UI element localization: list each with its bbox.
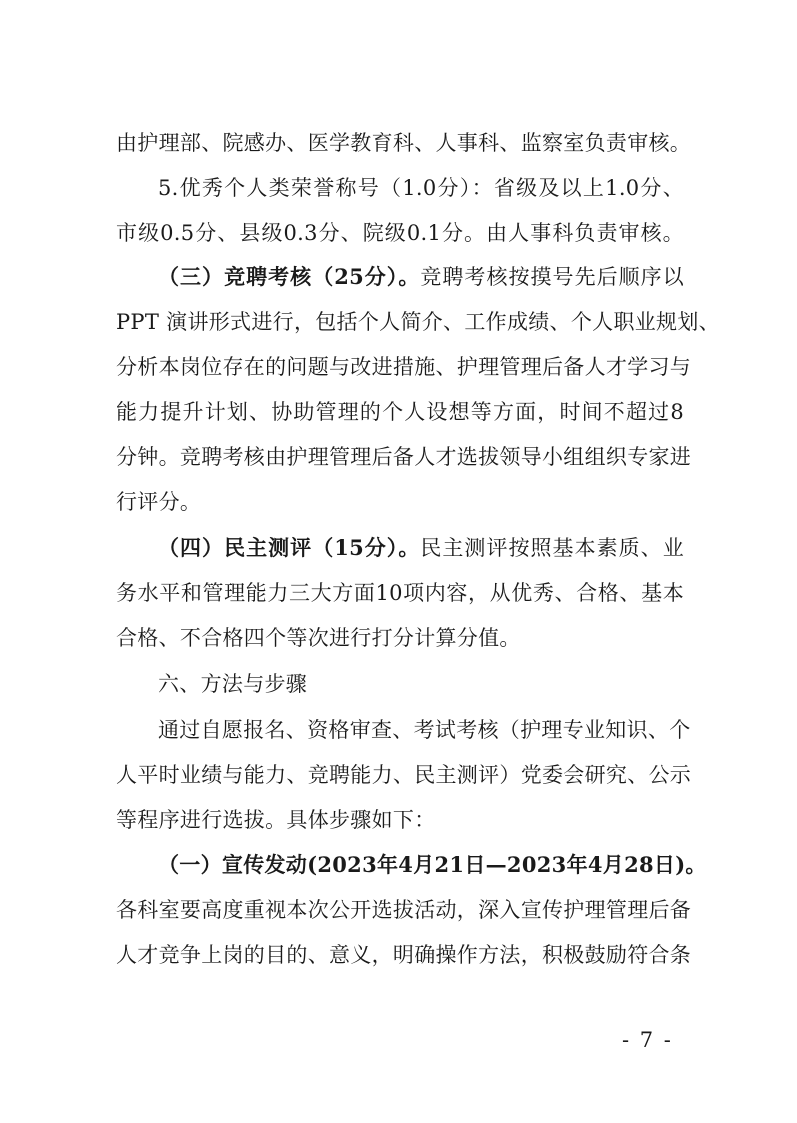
paragraph-line: 能力提升计划、协助管理的个人设想等方面，时间不超过8 xyxy=(116,400,684,424)
section-heading-democratic-evaluation: （四）民主测评（15分）。 xyxy=(158,535,421,560)
paragraph-line: 由护理部、院感办、医学教育科、人事科、监察室负责审核。 xyxy=(116,131,692,155)
section-heading-line xyxy=(158,262,684,292)
section-body-text: 民主测评按照基本素质、业 xyxy=(420,536,684,560)
paragraph-line: PPT 演讲形式进行，包括个人简介、工作成绩、个人职业规划、 xyxy=(116,310,720,334)
paragraph-line: 人平时业绩与能力、竞聘能力、民主测评）党委会研究、公示 xyxy=(116,763,692,787)
paragraph-line: 分析本岗位存在的问题与改进措施、护理管理后备人才学习与 xyxy=(116,355,692,379)
paragraph-line: 分钟。竞聘考核由护理管理后备人才选拔领导小组组织专家进 xyxy=(116,445,692,469)
paragraph-line: 通过自愿报名、资格审查、考试考核（护理专业知识、个 xyxy=(158,718,691,742)
paragraph-line: 务水平和管理能力三大方面10项内容，从优秀、合格、基本 xyxy=(116,581,684,605)
paragraph-line: 各科室要高度重视本次公开选拔活动，深入宣传护理管理后备 xyxy=(116,898,692,922)
paragraph-line: 合格、不合格四个等次进行打分计算分值。 xyxy=(116,626,521,650)
chapter-heading-methods-steps: 六、方法与步骤 xyxy=(158,672,308,696)
section-body-text: 竞聘考核按摸号先后顺序以 xyxy=(420,265,684,289)
section-heading-line xyxy=(158,533,684,563)
section-heading-competition-assessment: （三）竞聘考核（25分）。 xyxy=(158,264,421,289)
page-number: - 7 - xyxy=(622,1028,673,1052)
paragraph-line: 等程序进行选拔。具体步骤如下： xyxy=(116,808,436,832)
section-heading-publicity: （一）宣传发动(2023年4月21日—2023年4月28日)。 xyxy=(158,852,707,877)
paragraph-line: 人才竞争上岗的目的、意义，明确操作方法，积极鼓励符合条 xyxy=(116,943,692,967)
paragraph-line: 市级0.5分、县级0.3分、院级0.1分。由人事科负责审核。 xyxy=(116,221,684,245)
paragraph-line: 5.优秀个人类荣誉称号（1.0分）：省级及以上1.0分、 xyxy=(158,176,684,200)
paragraph-line: 行评分。 xyxy=(116,490,202,514)
